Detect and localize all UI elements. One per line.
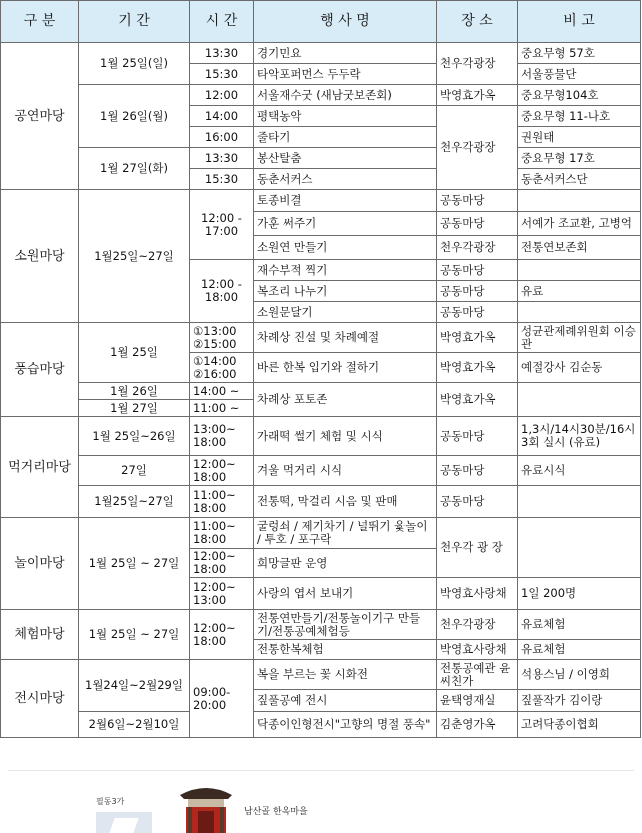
venue-cell: 천우각광장 <box>437 236 518 260</box>
time-cell: 12:00~ 18:00 <box>190 549 254 578</box>
note-cell: 성균관제례위원회 이승관 <box>518 323 641 353</box>
time-cell: 11:00~ 18:00 <box>190 518 254 549</box>
period-cell: 1월 27일 <box>79 400 190 417</box>
period-cell: 1월25일~27일 <box>79 190 190 323</box>
time-cell: 15:30 <box>190 169 254 190</box>
venue-cell: 공동마당 <box>437 190 518 212</box>
table-row <box>1 417 641 456</box>
header-note: 비 고 <box>518 1 641 43</box>
period-cell: 1월 25일 ~ 27일 <box>79 610 190 660</box>
village-label: 남산골 한옥마을 <box>244 807 308 817</box>
header-venue: 장 소 <box>437 1 518 43</box>
venue-cell: 공동마당 <box>437 281 518 302</box>
time-cell: 12:00~ 13:00 <box>190 578 254 610</box>
time-cell: 11:00~ 18:00 <box>190 486 254 518</box>
venue-cell: 윤택영재실 <box>437 690 518 712</box>
table-row <box>1 610 641 640</box>
event-cell: 전통연만들기/전통놀이기구 만들기/전통공예체험등 <box>254 610 437 640</box>
period-cell: 1월25일~27일 <box>79 486 190 518</box>
event-cell: 복을 부르는 꽃 시화전 <box>254 660 437 690</box>
event-cell: 차례상 진설 및 차례예절 <box>254 323 437 353</box>
period-cell: 1월 25일 ~ 27일 <box>79 518 190 610</box>
table-row <box>1 518 641 549</box>
time-cell: ①14:00 ②16:00 <box>190 353 254 383</box>
time-cell: 11:00 ~ <box>190 400 254 417</box>
period-cell: 1월 26일(월) <box>79 85 190 148</box>
header-time: 시 간 <box>190 1 254 43</box>
note-cell: 1일 200명 <box>518 578 641 610</box>
note-cell <box>518 302 641 323</box>
header-event: 행 사 명 <box>254 1 437 43</box>
note-cell: 짚풀작가 김이랑 <box>518 690 641 712</box>
note-cell: 중요무형 17호 <box>518 148 641 169</box>
table-row <box>1 190 641 212</box>
table-header-row <box>1 1 641 43</box>
event-cell: 닥종이인형전시"고향의 명절 풍속" <box>254 712 437 738</box>
note-cell: 석용스님 / 이영희 <box>518 660 641 690</box>
venue-cell: 천우각광장 <box>437 106 518 190</box>
time-cell: 14:00 <box>190 106 254 127</box>
table-row <box>1 383 641 400</box>
category-cell: 먹거리마당 <box>1 417 79 518</box>
category-cell: 놀이마당 <box>1 518 79 610</box>
note-cell: 서울풍물단 <box>518 64 641 85</box>
note-cell <box>518 260 641 281</box>
category-cell: 공연마당 <box>1 43 79 190</box>
venue-cell: 천우각광장 <box>437 610 518 640</box>
event-cell: 전통한복체험 <box>254 640 437 660</box>
event-cell: 소원문달기 <box>254 302 437 323</box>
event-cell: 경기민요 <box>254 43 437 64</box>
period-cell: 1월 25일~26일 <box>79 417 190 456</box>
event-cell: 서울재수굿 (새남굿보존회) <box>254 85 437 106</box>
time-cell: 12:00~ 18:00 <box>190 610 254 660</box>
note-cell: 예절강사 김순동 <box>518 353 641 383</box>
venue-cell: 천우각광장 <box>437 43 518 85</box>
time-cell: 14:00 ~ <box>190 383 254 400</box>
note-cell: 서예가 조교환, 고병억 <box>518 212 641 236</box>
venue-cell: 박영효가옥 <box>437 85 518 106</box>
note-cell: 중요무형 57호 <box>518 43 641 64</box>
time-cell: 13:00~ 18:00 <box>190 417 254 456</box>
hanok-gate-icon <box>176 777 236 833</box>
category-cell: 소원마당 <box>1 190 79 323</box>
note-cell: 중요무형 11-나호 <box>518 106 641 127</box>
table-row <box>1 712 641 738</box>
divider <box>8 770 634 771</box>
category-cell: 풍습마당 <box>1 323 79 417</box>
event-cell: 줄타기 <box>254 127 437 148</box>
note-cell: 유료 <box>518 281 641 302</box>
event-cell: 짚풀공예 전시 <box>254 690 437 712</box>
period-cell: 2월6일~2월10일 <box>79 712 190 738</box>
time-cell: 13:30 <box>190 148 254 169</box>
period-cell: 1월 26일 <box>79 383 190 400</box>
table-row <box>1 323 641 353</box>
venue-cell: 공동마당 <box>437 302 518 323</box>
event-cell: 복조리 나누기 <box>254 281 437 302</box>
venue-cell: 박영효가옥 <box>437 353 518 383</box>
event-cell: 봉산탈춤 <box>254 148 437 169</box>
table-row <box>1 85 641 106</box>
venue-cell: 박영효가옥 <box>437 383 518 417</box>
note-cell: 유료시식 <box>518 456 641 486</box>
venue-cell: 김춘영가옥 <box>437 712 518 738</box>
venue-cell: 전통공예관 윤씨친가 <box>437 660 518 690</box>
event-cell: 타악포퍼먼스 두두락 <box>254 64 437 85</box>
event-cell: 희망글판 운영 <box>254 549 437 578</box>
time-cell: 12:00 <box>190 85 254 106</box>
event-cell: 동춘서커스 <box>254 169 437 190</box>
venue-cell: 박영효가옥 <box>437 323 518 353</box>
time-cell: 15:30 <box>190 64 254 85</box>
venue-cell: 천우각 광 장 <box>437 518 518 578</box>
event-cell: 소원연 만들기 <box>254 236 437 260</box>
table-row <box>1 43 641 64</box>
note-cell: 동춘서커스단 <box>518 169 641 190</box>
time-cell: 12:00 - 18:00 <box>190 260 254 323</box>
table-row <box>1 148 641 169</box>
event-cell: 겨울 먹거리 시식 <box>254 456 437 486</box>
event-cell: 굴렁쇠 / 제기차기 / 널뛰기 윷놀이 / 투호 / 포구락 <box>254 518 437 549</box>
time-cell: 13:30 <box>190 43 254 64</box>
venue-cell: 공동마당 <box>437 417 518 456</box>
category-cell: 체험마당 <box>1 610 79 660</box>
venue-cell: 공동마당 <box>437 456 518 486</box>
note-cell: 전통연보존회 <box>518 236 641 260</box>
venue-cell: 공동마당 <box>437 486 518 518</box>
time-cell: 09:00- 20:00 <box>190 660 254 738</box>
event-cell: 사랑의 엽서 보내기 <box>254 578 437 610</box>
note-cell: 중요무형104호 <box>518 85 641 106</box>
note-cell <box>518 518 641 578</box>
note-cell <box>518 190 641 212</box>
time-cell: 12:00~ 18:00 <box>190 456 254 486</box>
note-cell: 권원태 <box>518 127 641 148</box>
note-cell <box>518 486 641 518</box>
time-cell: 16:00 <box>190 127 254 148</box>
event-cell: 차례상 포토존 <box>254 383 437 417</box>
event-cell: 평택농악 <box>254 106 437 127</box>
note-cell: 고려닥종이협회 <box>518 712 641 738</box>
event-cell: 가래떡 썰기 체험 및 시식 <box>254 417 437 456</box>
note-cell: 유료체험 <box>518 640 641 660</box>
event-cell: 바른 한복 입기와 절하기 <box>254 353 437 383</box>
period-cell: 1월 25일 <box>79 323 190 383</box>
period-cell: 1월 27일(화) <box>79 148 190 190</box>
time-cell: 12:00 - 17:00 <box>190 190 254 260</box>
event-cell: 가훈 써주기 <box>254 212 437 236</box>
table-row <box>1 660 641 690</box>
header-category: 구 분 <box>1 1 79 43</box>
venue-cell: 공동마당 <box>437 212 518 236</box>
period-cell: 1월24일~2월29일 <box>79 660 190 712</box>
header-period: 기 간 <box>79 1 190 43</box>
event-cell: 토종비결 <box>254 190 437 212</box>
station-label: 필동3가 <box>96 797 125 806</box>
time-cell: ①13:00 ②15:00 <box>190 323 254 353</box>
event-cell: 전통떡, 막걸리 시음 및 판매 <box>254 486 437 518</box>
note-cell: 유료체험 <box>518 610 641 640</box>
venue-cell: 박영효사랑채 <box>437 640 518 660</box>
venue-cell: 박영효사랑채 <box>437 578 518 610</box>
note-cell <box>518 383 641 417</box>
table-row <box>1 456 641 486</box>
note-cell: 1,3시/14시30분/16시 3회 실시 (유료) <box>518 417 641 456</box>
category-cell: 전시마당 <box>1 660 79 738</box>
event-cell: 재수부적 찍기 <box>254 260 437 281</box>
venue-cell: 공동마당 <box>437 260 518 281</box>
period-cell: 27일 <box>79 456 190 486</box>
period-cell: 1월 25일(일) <box>79 43 190 85</box>
table-row <box>1 486 641 518</box>
